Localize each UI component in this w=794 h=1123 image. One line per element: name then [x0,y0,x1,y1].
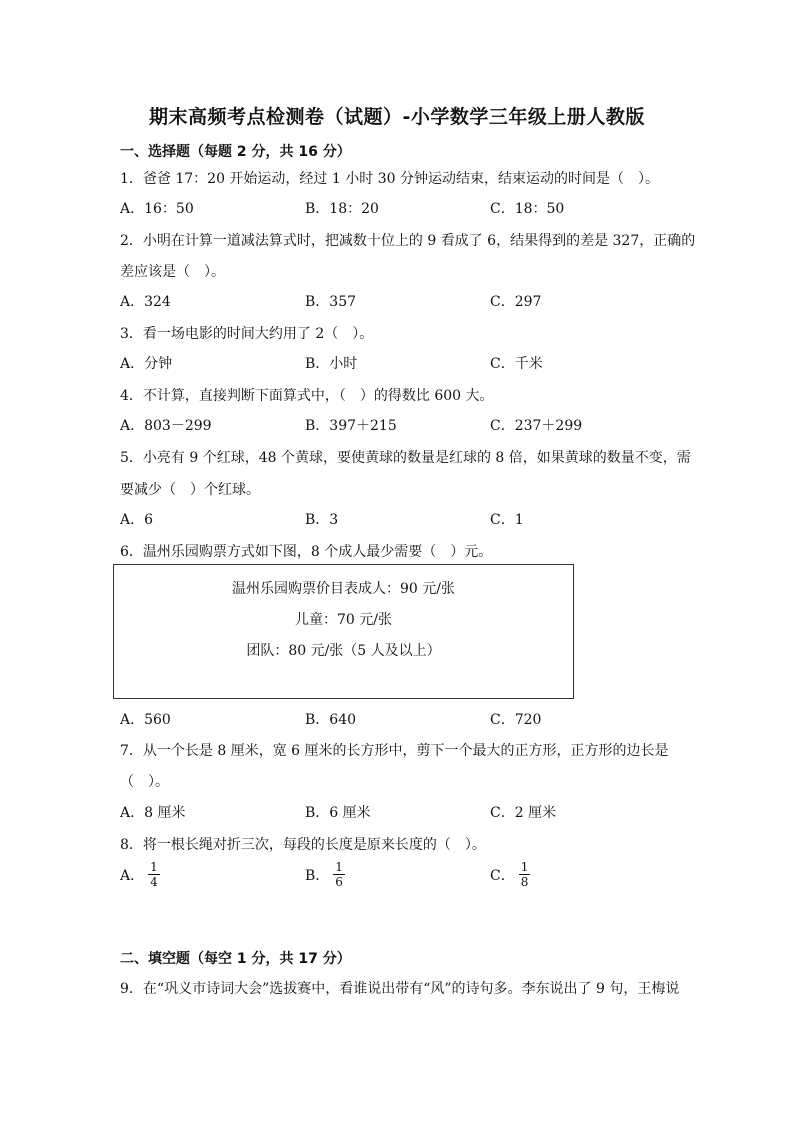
question-4-text: 4．不计算，直接判断下面算式中，（ ）的得数比 600 大。 [120,388,494,404]
q1-option-b: B．18：20 [305,201,379,217]
question-5-line-1: 5．小亮有 9 个红球，48 个黄球，要使黄球的数量是红球的 8 倍，如果黄球的数量不变，需 [120,450,691,466]
question-3-text: 3．看一场电影的时间大约用了 2（ ）。 [120,326,374,342]
section-heading-fill-in: 二、填空题（每空 1 分，共 17 分） [120,951,351,967]
fraction-denominator: 8 [520,875,529,889]
q1-option-a: A．16：50 [120,201,194,217]
fraction-one-eighth [519,860,531,889]
question-2-line-1: 2．小明在计算一道减法算式时，把减数十位上的 9 看成了 6，结果得到的差是 327，正确的 [120,233,696,249]
q8-option-a [120,860,160,889]
price-adult: 温州乐园购票价目表成人：90 元/张 [232,581,455,597]
q2-option-c: C．297 [490,294,542,310]
q3-option-a: A．分钟 [120,356,173,372]
question-7-line-2: （ ）。 [120,774,169,790]
q4-option-c: C．237＋299 [490,418,583,434]
q6-option-c: C．720 [490,712,542,728]
question-6-text: 6．温州乐园购票方式如下图，8 个成人最少需要（ ）元。 [120,544,493,560]
price-child: 儿童：70 元/张 [295,612,392,628]
q2-option-a: A．324 [120,294,171,310]
question-1-text: 1．爸爸 17：20 开始运动，经过 1 小时 30 分钟运动结束，结束运动的时间是（ ）。 [120,171,659,187]
price-group: 团队：80 元/张（5 人及以上） [246,643,441,659]
q8-option-a-label: A． [120,867,145,884]
q7-option-c: C．2 厘米 [490,805,557,821]
question-8-text: 8．将一根长绳对折三次，每段的长度是原来长度的（ ）。 [120,837,486,853]
q8-option-c-label: C． [490,867,515,884]
q8-option-c [490,860,530,889]
q7-option-a: A．8 厘米 [120,805,186,821]
q7-option-b: B．6 厘米 [305,805,371,821]
q5-option-a: A．6 [120,512,154,528]
fraction-denominator: 6 [335,875,343,889]
q5-option-c: C．1 [490,512,524,528]
fraction-denominator: 4 [150,875,158,889]
q5-option-b: B．3 [305,512,339,528]
ticket-price-box [113,564,574,699]
q2-option-b: B．357 [305,294,357,310]
question-5-line-2: 要减少（ ）个红球。 [120,482,260,498]
q3-option-c: C．千米 [490,356,543,372]
page-title: 期末高频考点检测卷（试题）-小学数学三年级上册人教版 [149,106,645,128]
q4-option-b: B．397＋215 [305,418,397,434]
q4-option-a: A．803－299 [120,418,212,434]
fraction-one-quarter [148,860,160,889]
q8-option-b [305,860,345,889]
section-heading-choice: 一、选择题（每题 2 分，共 16 分） [120,144,351,160]
fraction-numerator: 1 [335,860,343,874]
question-9-text: 9．在“巩义市诗词大会”选拔赛中，看谁说出带有“风”的诗句多。李东说出了 9 句，王梅说 [120,981,680,997]
q8-option-b-label: B． [305,867,330,884]
question-2-line-2: 差应该是（ ）。 [120,264,225,280]
fraction-numerator: 1 [150,860,158,874]
fraction-numerator: 1 [520,860,529,874]
question-7-line-1: 7．从一个长是 8 厘米，宽 6 厘米的长方形中，剪下一个最大的正方形，正方形的边长是 [120,743,669,759]
q3-option-b: B．小时 [305,356,358,372]
q6-option-b: B．640 [305,712,357,728]
q6-option-a: A．560 [120,712,171,728]
q1-option-c: C．18：50 [490,201,565,217]
fraction-one-sixth [333,860,345,889]
